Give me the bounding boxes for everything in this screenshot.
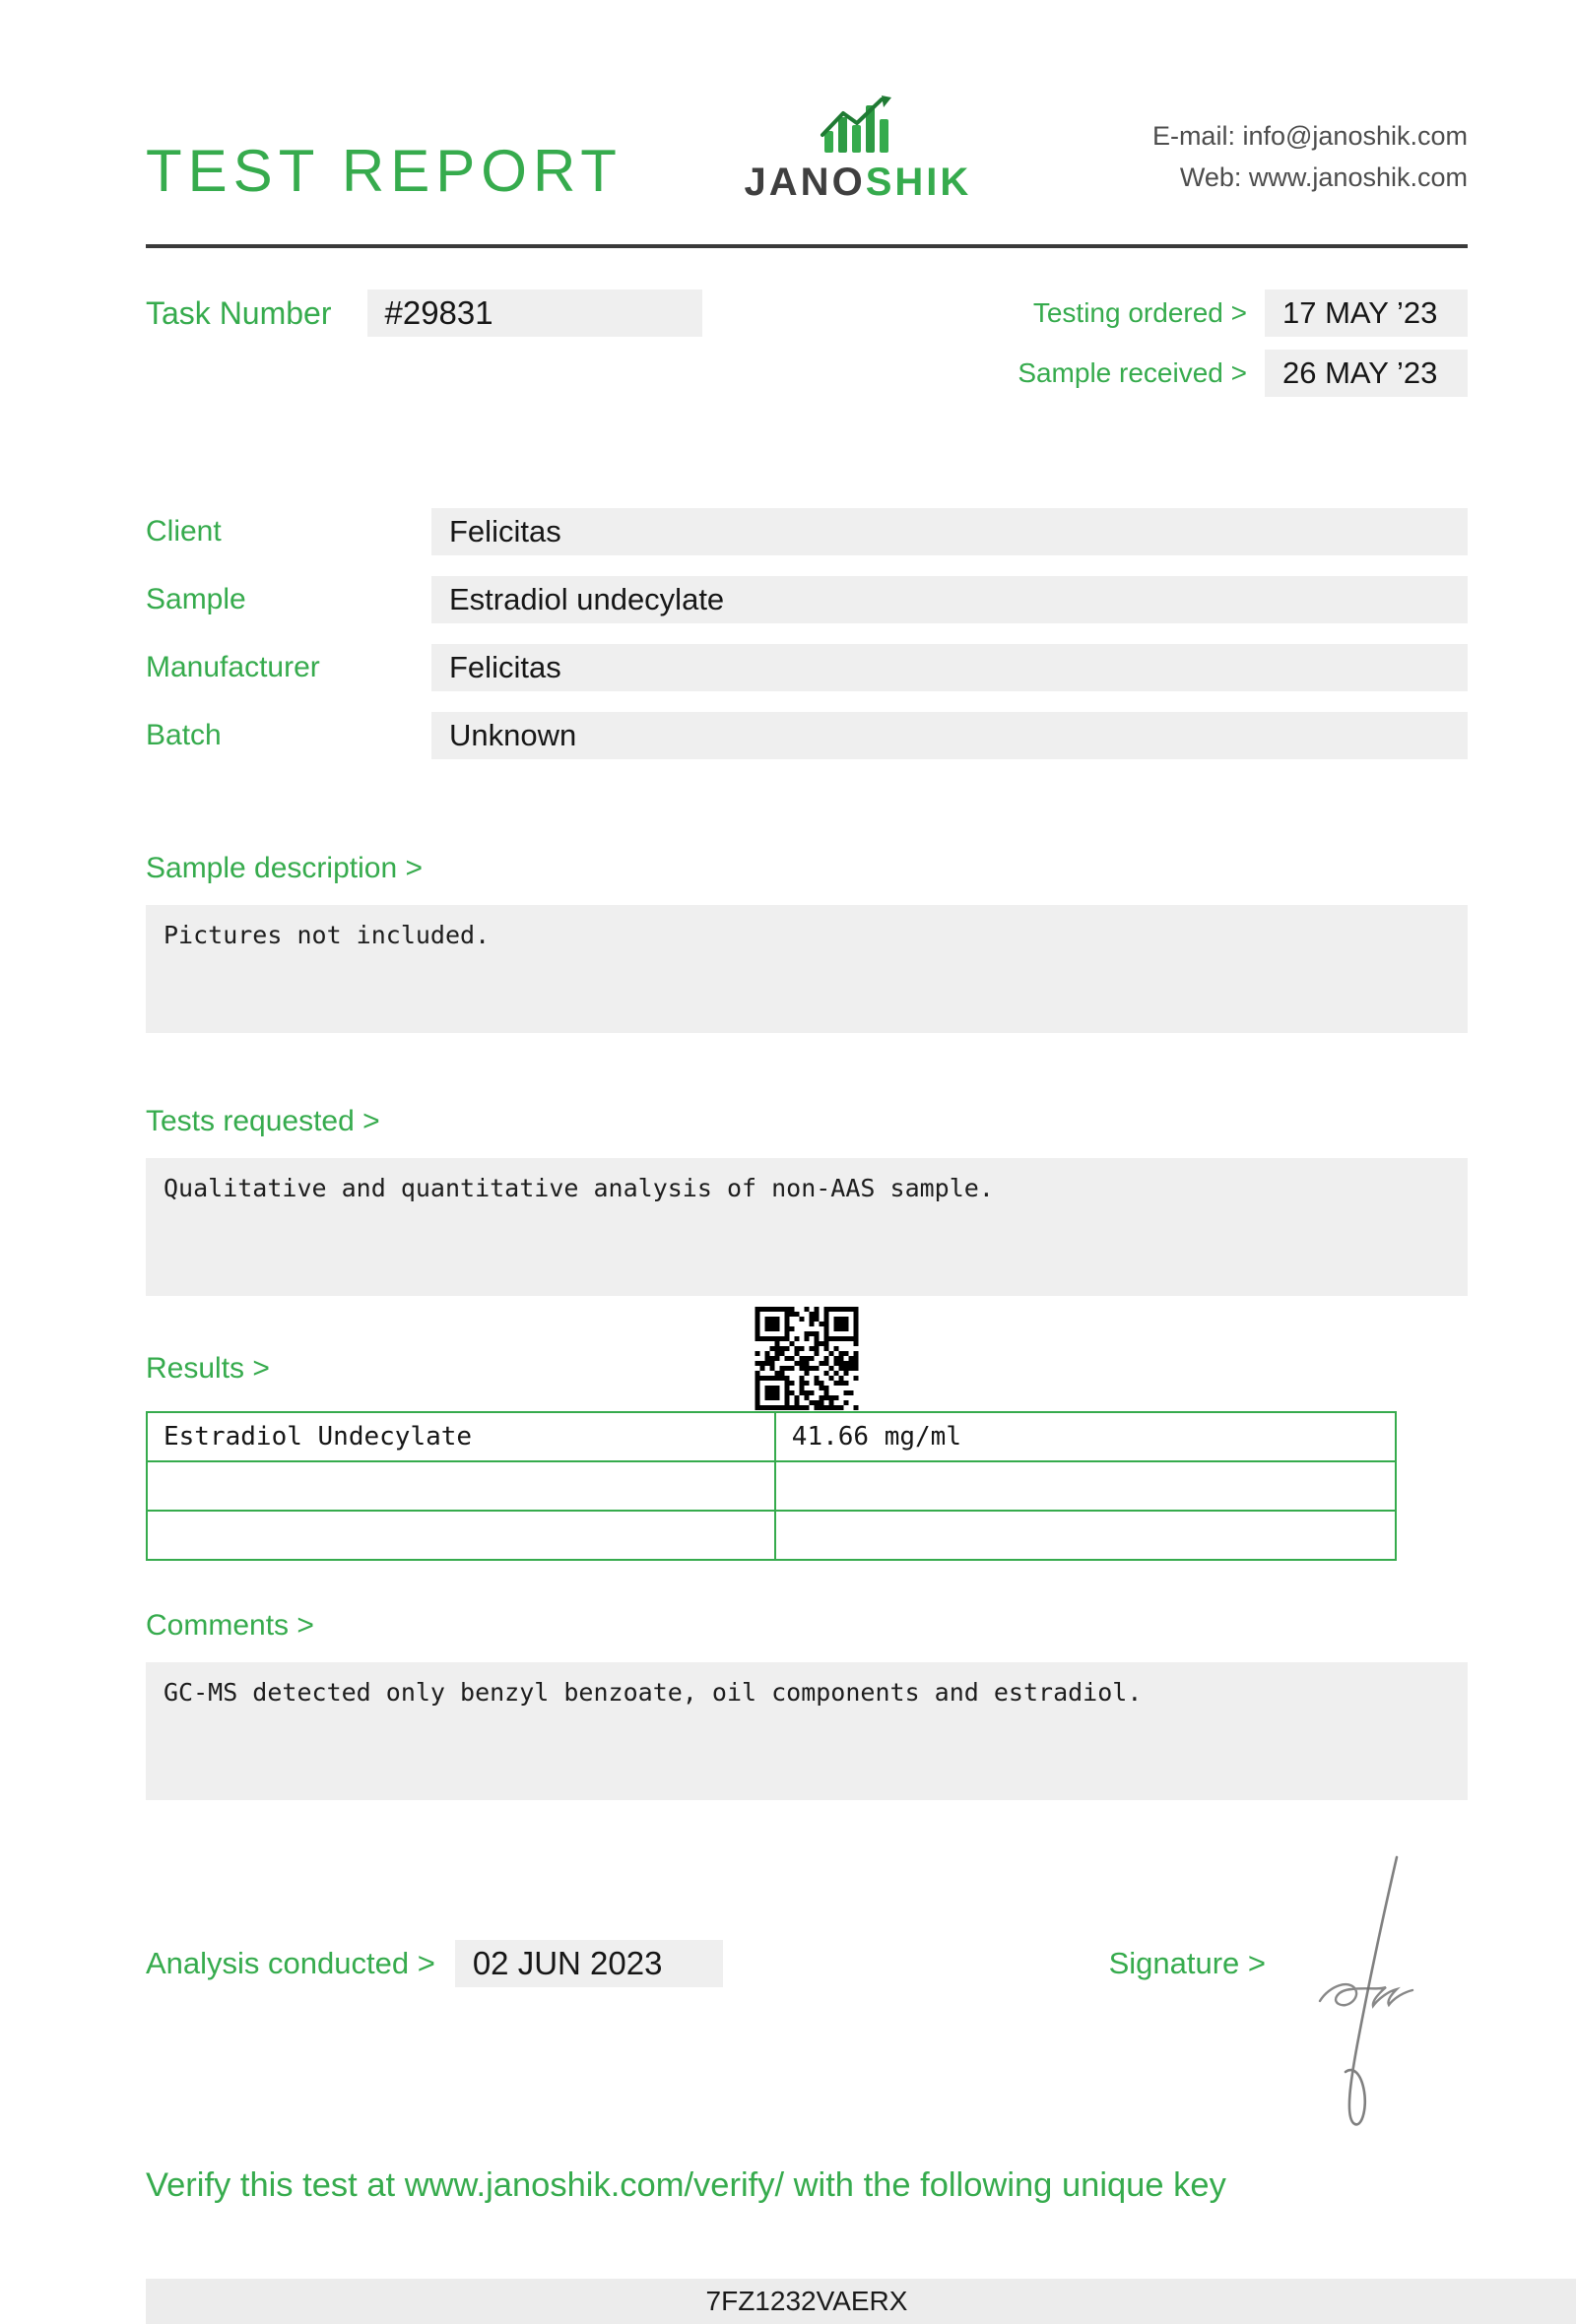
sample-info-section bbox=[146, 508, 1468, 759]
signature-label: Signature > bbox=[1108, 1946, 1266, 1980]
logo-text-shik: SHIK bbox=[865, 161, 972, 204]
testing-ordered-value: 17 MAY ’23 bbox=[1265, 290, 1468, 337]
analysis-signature-row bbox=[146, 1940, 1468, 1987]
batch-value: Unknown bbox=[431, 712, 1468, 759]
sample-description-section bbox=[146, 850, 1468, 1033]
task-number-label: Task Number bbox=[146, 294, 332, 331]
testing-ordered-label: Testing ordered > bbox=[1032, 297, 1247, 328]
task-section bbox=[146, 290, 1468, 410]
sample-description-box bbox=[146, 905, 1468, 1033]
comments-heading: Comments > bbox=[146, 1609, 314, 1642]
sample-description-heading: Sample description > bbox=[146, 852, 423, 884]
sample-received-value: 26 MAY ’23 bbox=[1265, 350, 1468, 397]
analysis-date-value: 02 JUN 2023 bbox=[455, 1940, 723, 1987]
result-value-cell bbox=[775, 1461, 1396, 1511]
web-value: www.janoshik.com bbox=[1248, 162, 1468, 192]
batch-label: Batch bbox=[146, 719, 222, 751]
manufacturer-value: Felicitas bbox=[431, 644, 1468, 691]
result-value-cell: 41.66 mg/ml bbox=[775, 1412, 1396, 1461]
result-name-cell bbox=[147, 1461, 775, 1511]
header-divider bbox=[146, 244, 1468, 248]
client-value: Felicitas bbox=[431, 508, 1468, 555]
unique-key-bar bbox=[146, 2279, 1576, 2324]
sample-label: Sample bbox=[146, 583, 246, 615]
tests-requested-heading: Tests requested > bbox=[146, 1105, 380, 1137]
info-row-client bbox=[146, 508, 1468, 555]
sample-received-label: Sample received > bbox=[1018, 357, 1247, 388]
results-row-2 bbox=[147, 1461, 1396, 1511]
result-name-cell: Estradiol Undecylate bbox=[147, 1412, 775, 1461]
manufacturer-label: Manufacturer bbox=[146, 651, 320, 683]
testing-ordered-row bbox=[1018, 290, 1468, 337]
sample-received-row bbox=[1018, 350, 1468, 397]
result-value-cell bbox=[775, 1511, 1396, 1560]
janoshik-logo bbox=[745, 94, 972, 204]
task-number-group bbox=[146, 290, 702, 337]
logo-bars-icon bbox=[811, 94, 905, 157]
contact-info bbox=[1152, 115, 1468, 198]
web-line bbox=[1152, 157, 1468, 198]
results-row-3 bbox=[147, 1511, 1396, 1560]
info-row-batch bbox=[146, 712, 1468, 759]
logo-wordmark bbox=[745, 161, 972, 204]
verify-instruction: Verify this test at www.janoshik.com/verify/ with the following unique key bbox=[146, 2166, 1226, 2204]
signature-scribble bbox=[1294, 1851, 1432, 2159]
email-line bbox=[1152, 115, 1468, 157]
sample-description-text: Pictures not included. bbox=[164, 921, 491, 949]
report-title: TEST REPORT bbox=[146, 138, 623, 204]
email-value: info@janoshik.com bbox=[1242, 121, 1468, 151]
comments-text: GC-MS detected only benzyl benzoate, oil components and estradiol. bbox=[164, 1678, 1143, 1707]
comments-box bbox=[146, 1662, 1468, 1800]
unique-key-value: 7FZ1232VAERX bbox=[705, 2286, 908, 2316]
analysis-conducted-label: Analysis conducted > bbox=[146, 1946, 435, 1980]
email-label: E-mail: bbox=[1151, 121, 1235, 151]
results-heading: Results > bbox=[146, 1352, 270, 1385]
header bbox=[146, 94, 1468, 204]
results-row-1 bbox=[147, 1412, 1396, 1461]
sample-value: Estradiol undecylate bbox=[431, 576, 1468, 623]
web-label: Web: bbox=[1179, 162, 1242, 192]
tests-requested-text: Qualitative and quantitative analysis of non-AAS sample. bbox=[164, 1174, 994, 1202]
signature-label-group bbox=[1109, 1946, 1266, 1981]
tests-requested-section bbox=[146, 1103, 1468, 1296]
info-row-manufacturer bbox=[146, 644, 1468, 691]
results-section bbox=[146, 1350, 1468, 1561]
logo-text-jano: JANO bbox=[744, 161, 866, 204]
result-name-cell bbox=[147, 1511, 775, 1560]
analysis-conducted-group bbox=[146, 1940, 723, 1987]
results-table bbox=[146, 1411, 1397, 1561]
info-row-sample bbox=[146, 576, 1468, 623]
comments-section bbox=[146, 1607, 1468, 1800]
tests-requested-box bbox=[146, 1158, 1468, 1296]
qr-code bbox=[755, 1307, 859, 1410]
dates-group bbox=[1018, 290, 1468, 410]
task-number-value: #29831 bbox=[367, 290, 702, 337]
results-heading-row bbox=[146, 1350, 1468, 1388]
client-label: Client bbox=[146, 515, 222, 548]
